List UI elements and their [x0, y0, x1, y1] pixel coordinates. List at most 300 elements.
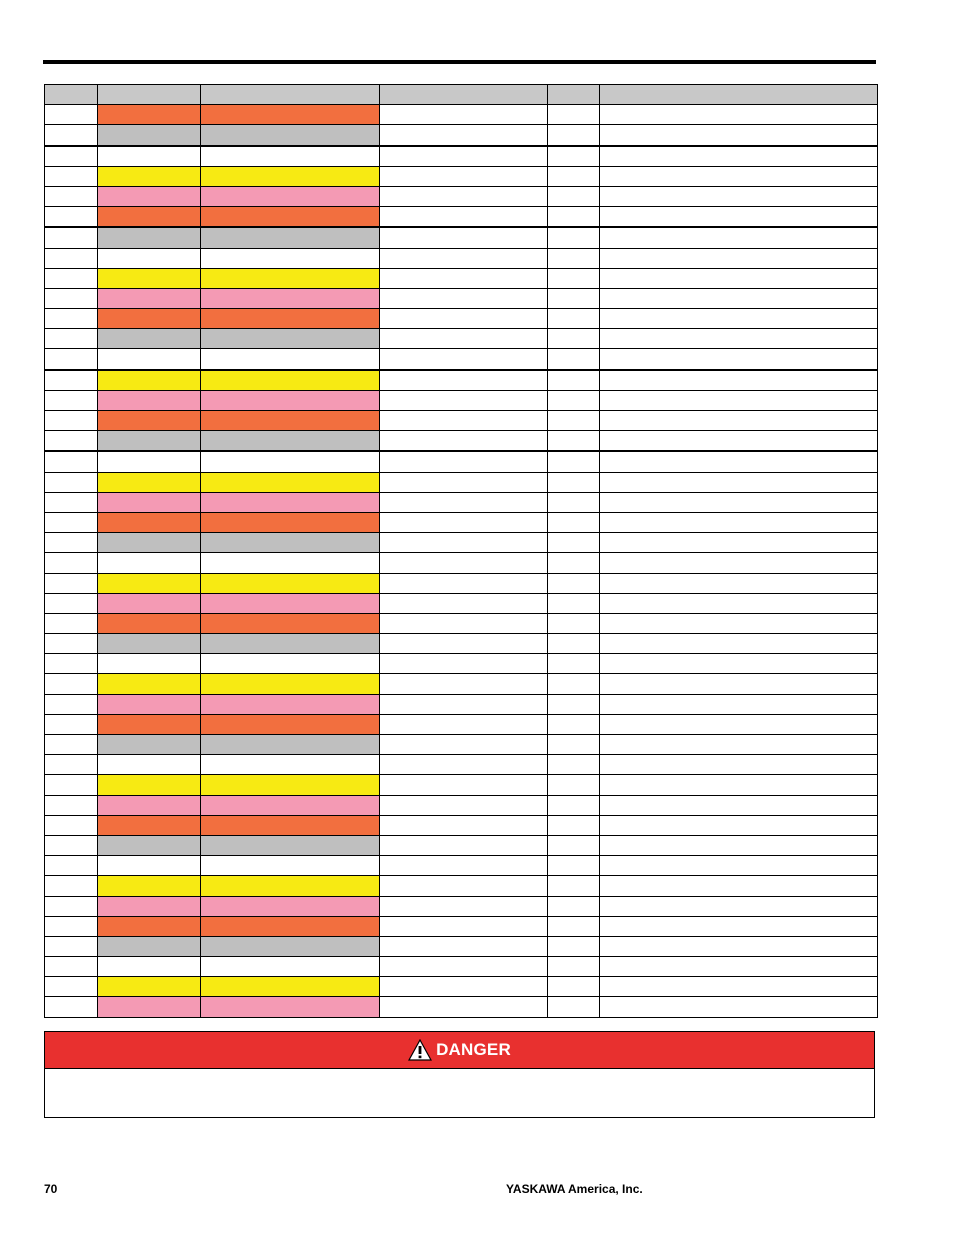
table-cell	[380, 795, 548, 815]
table-cell	[45, 186, 98, 206]
table-cell	[45, 105, 98, 125]
table-row	[45, 876, 878, 896]
table-cell	[548, 795, 600, 815]
color-cell	[98, 997, 201, 1017]
table-cell	[548, 755, 600, 775]
table-cell	[380, 735, 548, 755]
table-cell	[380, 105, 548, 125]
table-cell	[45, 146, 98, 167]
table-cell	[600, 593, 878, 613]
table-row	[45, 795, 878, 815]
table-row	[45, 166, 878, 186]
table-cell	[380, 390, 548, 410]
table-cell	[45, 795, 98, 815]
color-cell	[98, 775, 201, 795]
table-cell	[548, 815, 600, 835]
table-cell	[600, 248, 878, 268]
table-cell	[548, 634, 600, 654]
color-cell	[201, 856, 380, 876]
table-row	[45, 997, 878, 1017]
table-cell	[548, 268, 600, 288]
color-cell	[201, 735, 380, 755]
table-cell	[45, 896, 98, 916]
table-row	[45, 815, 878, 835]
color-cell	[98, 512, 201, 532]
table-cell	[45, 735, 98, 755]
table-cell	[548, 390, 600, 410]
color-cell	[98, 573, 201, 593]
table-cell	[548, 876, 600, 896]
table-cell	[380, 876, 548, 896]
table-cell	[548, 957, 600, 977]
table-cell	[380, 431, 548, 452]
table-row	[45, 896, 878, 916]
table-cell	[600, 876, 878, 896]
table-cell	[45, 207, 98, 228]
table-row	[45, 125, 878, 146]
danger-notice	[44, 1031, 875, 1118]
color-cell	[201, 472, 380, 492]
table-cell	[600, 795, 878, 815]
color-cell	[201, 755, 380, 775]
table-cell	[548, 451, 600, 472]
color-cell	[98, 288, 201, 308]
table-cell	[548, 349, 600, 370]
table-cell	[548, 105, 600, 125]
color-cell	[201, 105, 380, 125]
table-cell	[548, 472, 600, 492]
table-cell	[548, 916, 600, 936]
column-header	[380, 85, 548, 105]
table-row	[45, 268, 878, 288]
table-cell	[380, 694, 548, 714]
color-cell	[98, 329, 201, 349]
color-cell	[98, 714, 201, 734]
table-row	[45, 146, 878, 167]
table-cell	[380, 896, 548, 916]
color-cell	[98, 431, 201, 452]
table-cell	[45, 957, 98, 977]
table-row	[45, 634, 878, 654]
table-body	[45, 105, 878, 1017]
danger-body	[45, 1069, 874, 1118]
table-cell	[600, 815, 878, 835]
table-row	[45, 512, 878, 532]
table-row	[45, 755, 878, 775]
table-cell	[45, 349, 98, 370]
table-cell	[380, 268, 548, 288]
table-cell	[600, 634, 878, 654]
table-row	[45, 105, 878, 125]
table-cell	[548, 714, 600, 734]
table-cell	[380, 125, 548, 146]
table-cell	[600, 714, 878, 734]
table-cell	[548, 654, 600, 674]
table-row	[45, 186, 878, 206]
color-cell	[201, 146, 380, 167]
color-cell	[201, 553, 380, 573]
table-cell	[380, 997, 548, 1017]
table-cell	[600, 492, 878, 512]
color-cell	[98, 166, 201, 186]
table-cell	[548, 431, 600, 452]
color-cell	[201, 431, 380, 452]
color-cell	[201, 411, 380, 431]
table-row	[45, 533, 878, 553]
color-cell	[98, 125, 201, 146]
table-cell	[548, 835, 600, 855]
column-header	[600, 85, 878, 105]
color-cell	[98, 876, 201, 896]
table-cell	[600, 957, 878, 977]
color-cell	[98, 916, 201, 936]
table-row	[45, 207, 878, 228]
wire-color-table	[44, 84, 878, 1018]
color-cell	[201, 815, 380, 835]
color-cell	[201, 936, 380, 956]
table-cell	[600, 654, 878, 674]
table-cell	[548, 146, 600, 167]
color-cell	[201, 533, 380, 553]
table-cell	[600, 105, 878, 125]
color-cell	[201, 957, 380, 977]
table-cell	[600, 613, 878, 633]
table-cell	[380, 936, 548, 956]
table-cell	[548, 573, 600, 593]
table-cell	[45, 755, 98, 775]
table-cell	[45, 268, 98, 288]
color-cell	[98, 815, 201, 835]
color-cell	[98, 105, 201, 125]
color-cell	[201, 227, 380, 248]
color-cell	[201, 634, 380, 654]
table-cell	[548, 533, 600, 553]
color-cell	[201, 309, 380, 329]
color-cell	[201, 248, 380, 268]
table-cell	[548, 593, 600, 613]
color-cell	[98, 451, 201, 472]
table-cell	[548, 186, 600, 206]
table-cell	[600, 835, 878, 855]
color-cell	[201, 613, 380, 633]
table-cell	[600, 674, 878, 694]
table-row	[45, 654, 878, 674]
color-cell	[98, 957, 201, 977]
table-cell	[600, 451, 878, 472]
color-cell	[201, 268, 380, 288]
table-cell	[45, 329, 98, 349]
table-row	[45, 370, 878, 391]
page-number: 70	[44, 1182, 58, 1196]
table-cell	[548, 512, 600, 532]
color-cell	[98, 309, 201, 329]
table-cell	[380, 613, 548, 633]
color-cell	[201, 492, 380, 512]
danger-label: DANGER	[436, 1040, 511, 1059]
table-cell	[380, 472, 548, 492]
table-row	[45, 835, 878, 855]
table-row	[45, 714, 878, 734]
color-cell	[98, 268, 201, 288]
table-cell	[45, 694, 98, 714]
color-cell	[98, 186, 201, 206]
color-cell	[201, 674, 380, 694]
table-cell	[45, 634, 98, 654]
table-row	[45, 288, 878, 308]
table-cell	[380, 553, 548, 573]
color-cell	[98, 735, 201, 755]
top-rule	[43, 60, 876, 64]
column-header	[201, 85, 380, 105]
table-row	[45, 329, 878, 349]
table-cell	[380, 349, 548, 370]
table-cell	[45, 411, 98, 431]
table-cell	[380, 755, 548, 775]
table-row	[45, 916, 878, 936]
color-cell	[98, 795, 201, 815]
table-cell	[548, 411, 600, 431]
color-cell	[201, 573, 380, 593]
table-cell	[45, 309, 98, 329]
column-header	[98, 85, 201, 105]
table-cell	[600, 694, 878, 714]
table-cell	[600, 755, 878, 775]
table-cell	[45, 573, 98, 593]
table-cell	[600, 390, 878, 410]
table-cell	[380, 227, 548, 248]
color-cell	[98, 613, 201, 633]
color-cell	[98, 694, 201, 714]
table-cell	[548, 775, 600, 795]
table-row	[45, 957, 878, 977]
table-cell	[548, 694, 600, 714]
table-cell	[600, 997, 878, 1017]
table-cell	[45, 125, 98, 146]
table-cell	[380, 512, 548, 532]
table-cell	[380, 370, 548, 391]
color-cell	[98, 553, 201, 573]
table-cell	[45, 775, 98, 795]
table-row	[45, 411, 878, 431]
color-cell	[98, 146, 201, 167]
table-cell	[380, 775, 548, 795]
color-cell	[201, 349, 380, 370]
table-cell	[548, 125, 600, 146]
color-cell	[98, 654, 201, 674]
table-cell	[548, 997, 600, 1017]
table-cell	[548, 288, 600, 308]
table-cell	[380, 329, 548, 349]
color-cell	[98, 492, 201, 512]
color-cell	[201, 370, 380, 391]
table-cell	[45, 390, 98, 410]
table-row	[45, 248, 878, 268]
table-cell	[600, 735, 878, 755]
table-cell	[380, 288, 548, 308]
table-cell	[548, 977, 600, 997]
table-cell	[600, 916, 878, 936]
table-cell	[600, 533, 878, 553]
color-cell	[98, 896, 201, 916]
table-cell	[380, 654, 548, 674]
table-cell	[45, 553, 98, 573]
table-cell	[548, 735, 600, 755]
table-row	[45, 573, 878, 593]
table-cell	[548, 896, 600, 916]
table-cell	[380, 957, 548, 977]
table-cell	[380, 573, 548, 593]
column-header	[548, 85, 600, 105]
table-cell	[548, 553, 600, 573]
table-cell	[45, 876, 98, 896]
table-row	[45, 856, 878, 876]
color-cell	[201, 694, 380, 714]
color-cell	[98, 674, 201, 694]
color-cell	[98, 856, 201, 876]
table-cell	[600, 146, 878, 167]
table-cell	[600, 553, 878, 573]
table-cell	[548, 370, 600, 391]
table-cell	[45, 674, 98, 694]
color-cell	[98, 207, 201, 228]
color-cell	[201, 714, 380, 734]
table-cell	[45, 654, 98, 674]
table-cell	[380, 593, 548, 613]
table-header-row	[45, 85, 878, 105]
table-cell	[380, 533, 548, 553]
color-cell	[201, 835, 380, 855]
color-cell	[98, 533, 201, 553]
color-cell	[201, 654, 380, 674]
color-cell	[98, 390, 201, 410]
color-cell	[98, 977, 201, 997]
table-cell	[600, 207, 878, 228]
table-row	[45, 613, 878, 633]
color-cell	[98, 349, 201, 370]
table-cell	[600, 775, 878, 795]
table-cell	[45, 370, 98, 391]
color-cell	[201, 207, 380, 228]
table-cell	[45, 492, 98, 512]
table-row	[45, 431, 878, 452]
table-row	[45, 694, 878, 714]
table-cell	[380, 634, 548, 654]
table-cell	[45, 472, 98, 492]
color-cell	[201, 125, 380, 146]
color-cell	[98, 472, 201, 492]
table-cell	[45, 835, 98, 855]
color-cell	[98, 936, 201, 956]
table-cell	[45, 613, 98, 633]
table-cell	[600, 349, 878, 370]
color-cell	[98, 755, 201, 775]
table-cell	[45, 593, 98, 613]
table-cell	[45, 227, 98, 248]
table-cell	[45, 977, 98, 997]
warning-triangle-icon	[408, 1039, 432, 1061]
color-cell	[98, 248, 201, 268]
table-cell	[380, 835, 548, 855]
table-cell	[380, 411, 548, 431]
color-cell	[201, 166, 380, 186]
table-cell	[45, 916, 98, 936]
color-cell	[98, 370, 201, 391]
color-cell	[201, 390, 380, 410]
table-cell	[45, 431, 98, 452]
table-row	[45, 674, 878, 694]
table-cell	[548, 936, 600, 956]
table-cell	[45, 714, 98, 734]
table-row	[45, 492, 878, 512]
table-row	[45, 977, 878, 997]
table-cell	[45, 997, 98, 1017]
table-cell	[380, 207, 548, 228]
table-cell	[380, 714, 548, 734]
color-cell	[201, 329, 380, 349]
table-cell	[45, 248, 98, 268]
table-cell	[45, 288, 98, 308]
table-cell	[380, 166, 548, 186]
table-cell	[600, 472, 878, 492]
table-cell	[600, 512, 878, 532]
table-cell	[380, 674, 548, 694]
table-cell	[600, 329, 878, 349]
table-cell	[548, 613, 600, 633]
table-cell	[600, 288, 878, 308]
table-cell	[45, 856, 98, 876]
table-cell	[600, 411, 878, 431]
color-cell	[98, 593, 201, 613]
color-cell	[201, 775, 380, 795]
table-cell	[600, 186, 878, 206]
table-row	[45, 553, 878, 573]
table-row	[45, 472, 878, 492]
color-cell	[98, 634, 201, 654]
color-cell	[98, 835, 201, 855]
table-cell	[548, 492, 600, 512]
table-cell	[380, 309, 548, 329]
color-cell	[201, 896, 380, 916]
table-cell	[380, 977, 548, 997]
color-cell	[201, 876, 380, 896]
color-cell	[201, 977, 380, 997]
table-cell	[380, 451, 548, 472]
color-cell	[201, 451, 380, 472]
table-cell	[600, 125, 878, 146]
table-cell	[380, 492, 548, 512]
table-cell	[45, 451, 98, 472]
table-cell	[548, 207, 600, 228]
color-cell	[201, 186, 380, 206]
table-cell	[380, 916, 548, 936]
table-cell	[600, 936, 878, 956]
table-row	[45, 227, 878, 248]
footer-company: YASKAWA America, Inc.	[506, 1182, 643, 1196]
table-cell	[380, 146, 548, 167]
table-cell	[380, 248, 548, 268]
table-cell	[600, 309, 878, 329]
color-cell	[98, 411, 201, 431]
table-cell	[600, 268, 878, 288]
table-cell	[600, 573, 878, 593]
table-row	[45, 775, 878, 795]
table-cell	[600, 431, 878, 452]
color-cell	[201, 916, 380, 936]
table-cell	[548, 856, 600, 876]
table-cell	[548, 329, 600, 349]
danger-header	[45, 1032, 874, 1069]
color-cell	[201, 795, 380, 815]
